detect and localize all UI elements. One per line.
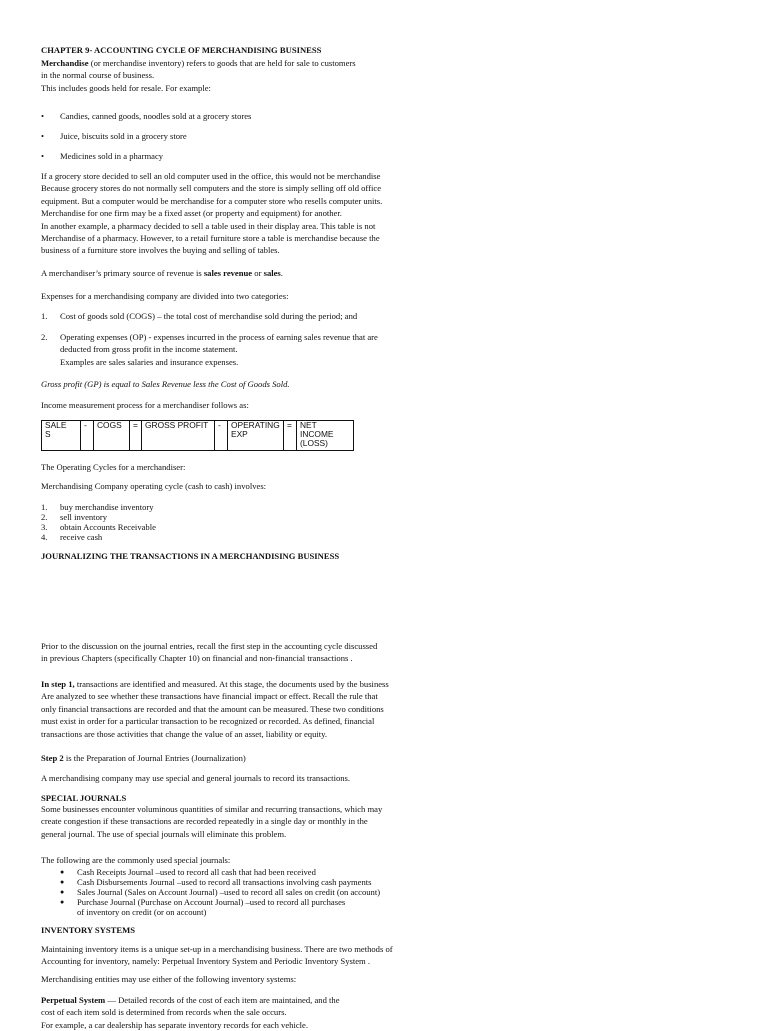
step1-label: In step 1, — [41, 679, 75, 689]
bullet-icon: ● — [60, 888, 65, 897]
step2-label: Step 2 — [41, 753, 64, 763]
paragraph-line: For example, a car dealership has separate inventory records for each vehicle. — [41, 1019, 308, 1030]
table-cell-sales — [42, 421, 81, 451]
table-cell-equals — [284, 421, 297, 451]
step-text: obtain Accounts Receivable — [60, 522, 156, 532]
expense-line: deducted from gross profit in the income statement. — [60, 344, 238, 355]
bullet-icon: ● — [60, 898, 65, 907]
paragraph-line: Maintaining inventory items is a unique set-up in a merchandising business. There are two methods of — [41, 944, 393, 954]
journals-intro-text: The following are the commonly used special journals: — [41, 855, 231, 865]
prior-discussion-paragraph — [41, 640, 421, 665]
paragraph-line: transactions are those activities that change the value of an asset, liability or equity. — [41, 728, 328, 739]
list-item-text: Sales Journal (Sales on Account Journal) –used to record all sales on credit (on account) — [77, 887, 381, 898]
paragraph-line: Prior to the discussion on the journal entries, recall the first step in the accounting cycle discussed — [41, 641, 378, 651]
cell-line: = — [133, 420, 138, 430]
income-intro: Income measurement process for a merchandiser follows as: — [41, 400, 249, 410]
paragraph-line — [41, 678, 421, 690]
special-journals-paragraph — [41, 803, 421, 840]
bullet-icon: ● — [60, 868, 65, 877]
step-number: 1. — [41, 502, 48, 512]
table-cell-net-income — [297, 421, 354, 451]
cell-line: (LOSS) — [300, 438, 328, 449]
definition-line-2: in the normal course of business. — [41, 70, 155, 81]
list-item-text: Cash Receipts Journal –used to record all cash that had been received — [77, 867, 316, 878]
cell-line: INCOME — [300, 429, 334, 440]
revenue-text: A merchandiser’s primary source of revenue is — [41, 268, 204, 278]
cell-line: - — [218, 420, 221, 430]
expense-line: Cost of goods sold (COGS) – the total cost of merchandise sold during the period; and — [60, 311, 358, 321]
table-cell-equals — [130, 421, 142, 451]
paragraph-line: Merchandise for one firm may be a fixed asset (or property and equipment) for another. — [41, 208, 342, 219]
paragraph-merchandise-context — [41, 170, 421, 257]
step2-sentence — [41, 752, 421, 764]
paragraph-line: Merchandise of a pharmacy. However, to a retail furniture store a table is merchandise because the — [41, 233, 380, 244]
table-row — [42, 421, 354, 451]
inventory-paragraph — [41, 943, 421, 968]
table-cell-minus — [81, 421, 94, 451]
expense-text — [60, 310, 410, 322]
paragraph-line: only financial transactions are recorded and that the amount can be measured. These two conditions — [41, 703, 384, 714]
step-text: buy merchandise inventory — [60, 502, 154, 512]
example-text: Candies, canned goods, noodles sold at a grocery stores — [60, 111, 252, 121]
step1-paragraph — [41, 678, 421, 740]
perpetual-label: Perpetual System — [41, 995, 106, 1005]
table-cell-gross-profit — [142, 421, 215, 451]
cell-line: OPERATING — [231, 420, 280, 430]
special-journals-usage: A merchandising company may use special and general journals to record its transactions. — [41, 773, 351, 783]
expense-number: 2. — [41, 332, 48, 342]
revenue-text: or — [252, 268, 264, 278]
example-text: Medicines sold in a pharmacy — [60, 151, 164, 161]
paragraph-line: must exist in order for a particular transaction to be recognized or recorded. As defined, financial — [41, 716, 375, 727]
paragraph-line: If a grocery store decided to sell an old computer used in the office, this would not be merchandise — [41, 171, 381, 181]
list-item-text: Purchase Journal (Purchase on Account Journal) –used to record all purchases — [77, 897, 346, 908]
journals-list — [41, 866, 421, 924]
definition-line-3: This includes goods held for resale. For example: — [41, 82, 211, 93]
paragraph-line: Are analyzed to see whether these transactions have financial impact or effect. Recall the rule that — [41, 691, 378, 702]
example-text: Juice, biscuits sold in a grocery store — [60, 131, 187, 141]
merchandise-definition — [41, 57, 421, 94]
cell-line: COGS — [97, 420, 122, 430]
paragraph-line: In another example, a pharmacy decided to sell a table used in their display area. This table is not — [41, 220, 376, 231]
step-text: sell inventory — [60, 512, 108, 522]
bullet-icon: • — [41, 131, 45, 141]
paragraph-line: equipment. But a computer would be merchandise for a computer store who resells computer units. — [41, 195, 383, 206]
step-number: 2. — [41, 512, 48, 522]
operating-cycles-heading: The Operating Cycles for a merchandiser: — [41, 462, 186, 472]
paragraph-line: Accounting for inventory, namely: Perpetual Inventory System and Periodic Inventory System . — [41, 956, 371, 967]
step-number: 3. — [41, 522, 48, 532]
bullet-icon: • — [41, 111, 45, 121]
expense-text — [60, 331, 410, 368]
perpetual-system-paragraph — [41, 994, 421, 1031]
inventory-systems-intro: Merchandising entities may use either of the following inventory systems: — [41, 974, 297, 984]
revenue-term-sales: sales — [263, 268, 281, 278]
expense-number: 1. — [41, 311, 48, 321]
cell-line: EXP — [231, 429, 248, 440]
gross-profit-note: Gross profit (GP) is equal to Sales Revenue less the Cost of Goods Sold. — [41, 379, 290, 389]
inventory-systems-heading: INVENTORY SYSTEMS — [41, 925, 136, 935]
paragraph-line: cost of each item sold is determined from records when the sale occurs. — [41, 1007, 287, 1018]
bullet-icon: ● — [60, 878, 65, 887]
revenue-sentence — [41, 267, 421, 279]
journalizing-heading: JOURNALIZING THE TRANSACTIONS IN A MERCHANDISING BUSINESS — [41, 551, 340, 561]
cell-line: GROSS PROFIT — [145, 420, 209, 430]
journals-intro — [41, 854, 421, 924]
special-journals-heading: SPECIAL JOURNALS — [41, 793, 127, 803]
table-cell-operating-exp — [228, 421, 284, 451]
bullet-icon: • — [41, 151, 45, 161]
paragraph-line: general journal. The use of special journals will eliminate this problem. — [41, 828, 287, 839]
cell-line: S — [45, 429, 51, 440]
step-text: receive cash — [60, 532, 103, 542]
operating-cycle-intro: Merchandising Company operating cycle (cash to cash) involves: — [41, 481, 267, 491]
paragraph-line — [41, 994, 421, 1006]
paragraph-line: create congestion if these transactions are recorded repeatedly in a single day or monthly in the — [41, 816, 368, 827]
list-item-text: Cash Disbursements Journal –used to record all transactions involving cash payments — [77, 877, 372, 888]
paragraph-line: Some businesses encounter voluminous quantities of similar and recurring transactions, which may — [41, 804, 383, 814]
revenue-term-sales-revenue: sales revenue — [203, 268, 253, 278]
step2-text: is the Preparation of Journal Entries (Journalization) — [63, 753, 246, 763]
step-number: 4. — [41, 532, 48, 542]
revenue-text: . — [280, 268, 283, 278]
expenses-intro: Expenses for a merchandising company are divided into two categories: — [41, 291, 289, 301]
paragraph-line: Because grocery stores do not normally sell computers and the store is simply selling off old office — [41, 183, 382, 194]
chapter-title: CHAPTER 9- ACCOUNTING CYCLE OF MERCHANDISING BUSINESS — [41, 45, 322, 55]
definition-term: Merchandise — [41, 58, 89, 68]
definition-line-1 — [41, 57, 421, 69]
definition-text: (or merchandise inventory) refers to goods that are held for sale to customers — [88, 58, 356, 68]
paragraph-line: in previous Chapters (specifically Chapter 10) on financial and non-financial transactions . — [41, 653, 353, 664]
perpetual-text: — Detailed records of the cost of each item are maintained, and the — [105, 995, 340, 1005]
table-cell-minus — [215, 421, 228, 451]
cell-line: = — [287, 420, 292, 430]
table-cell-cogs — [94, 421, 130, 451]
income-measurement-table — [41, 420, 354, 451]
cell-line: - — [84, 420, 87, 430]
expense-line: Examples are sales salaries and insurance expenses. — [60, 356, 239, 367]
list-item-text: of inventory on credit (or on account) — [77, 907, 207, 918]
cell-line: NET — [300, 420, 317, 430]
cell-line: SALE — [45, 420, 67, 430]
expense-line: Operating expenses (OP) - expenses incurred in the process of earning sales revenue that are — [60, 332, 378, 342]
paragraph-line: business of a furniture store involves the buying and selling of tables. — [41, 245, 280, 256]
step1-text: transactions are identified and measured. At this stage, the documents used by the business — [74, 679, 389, 689]
